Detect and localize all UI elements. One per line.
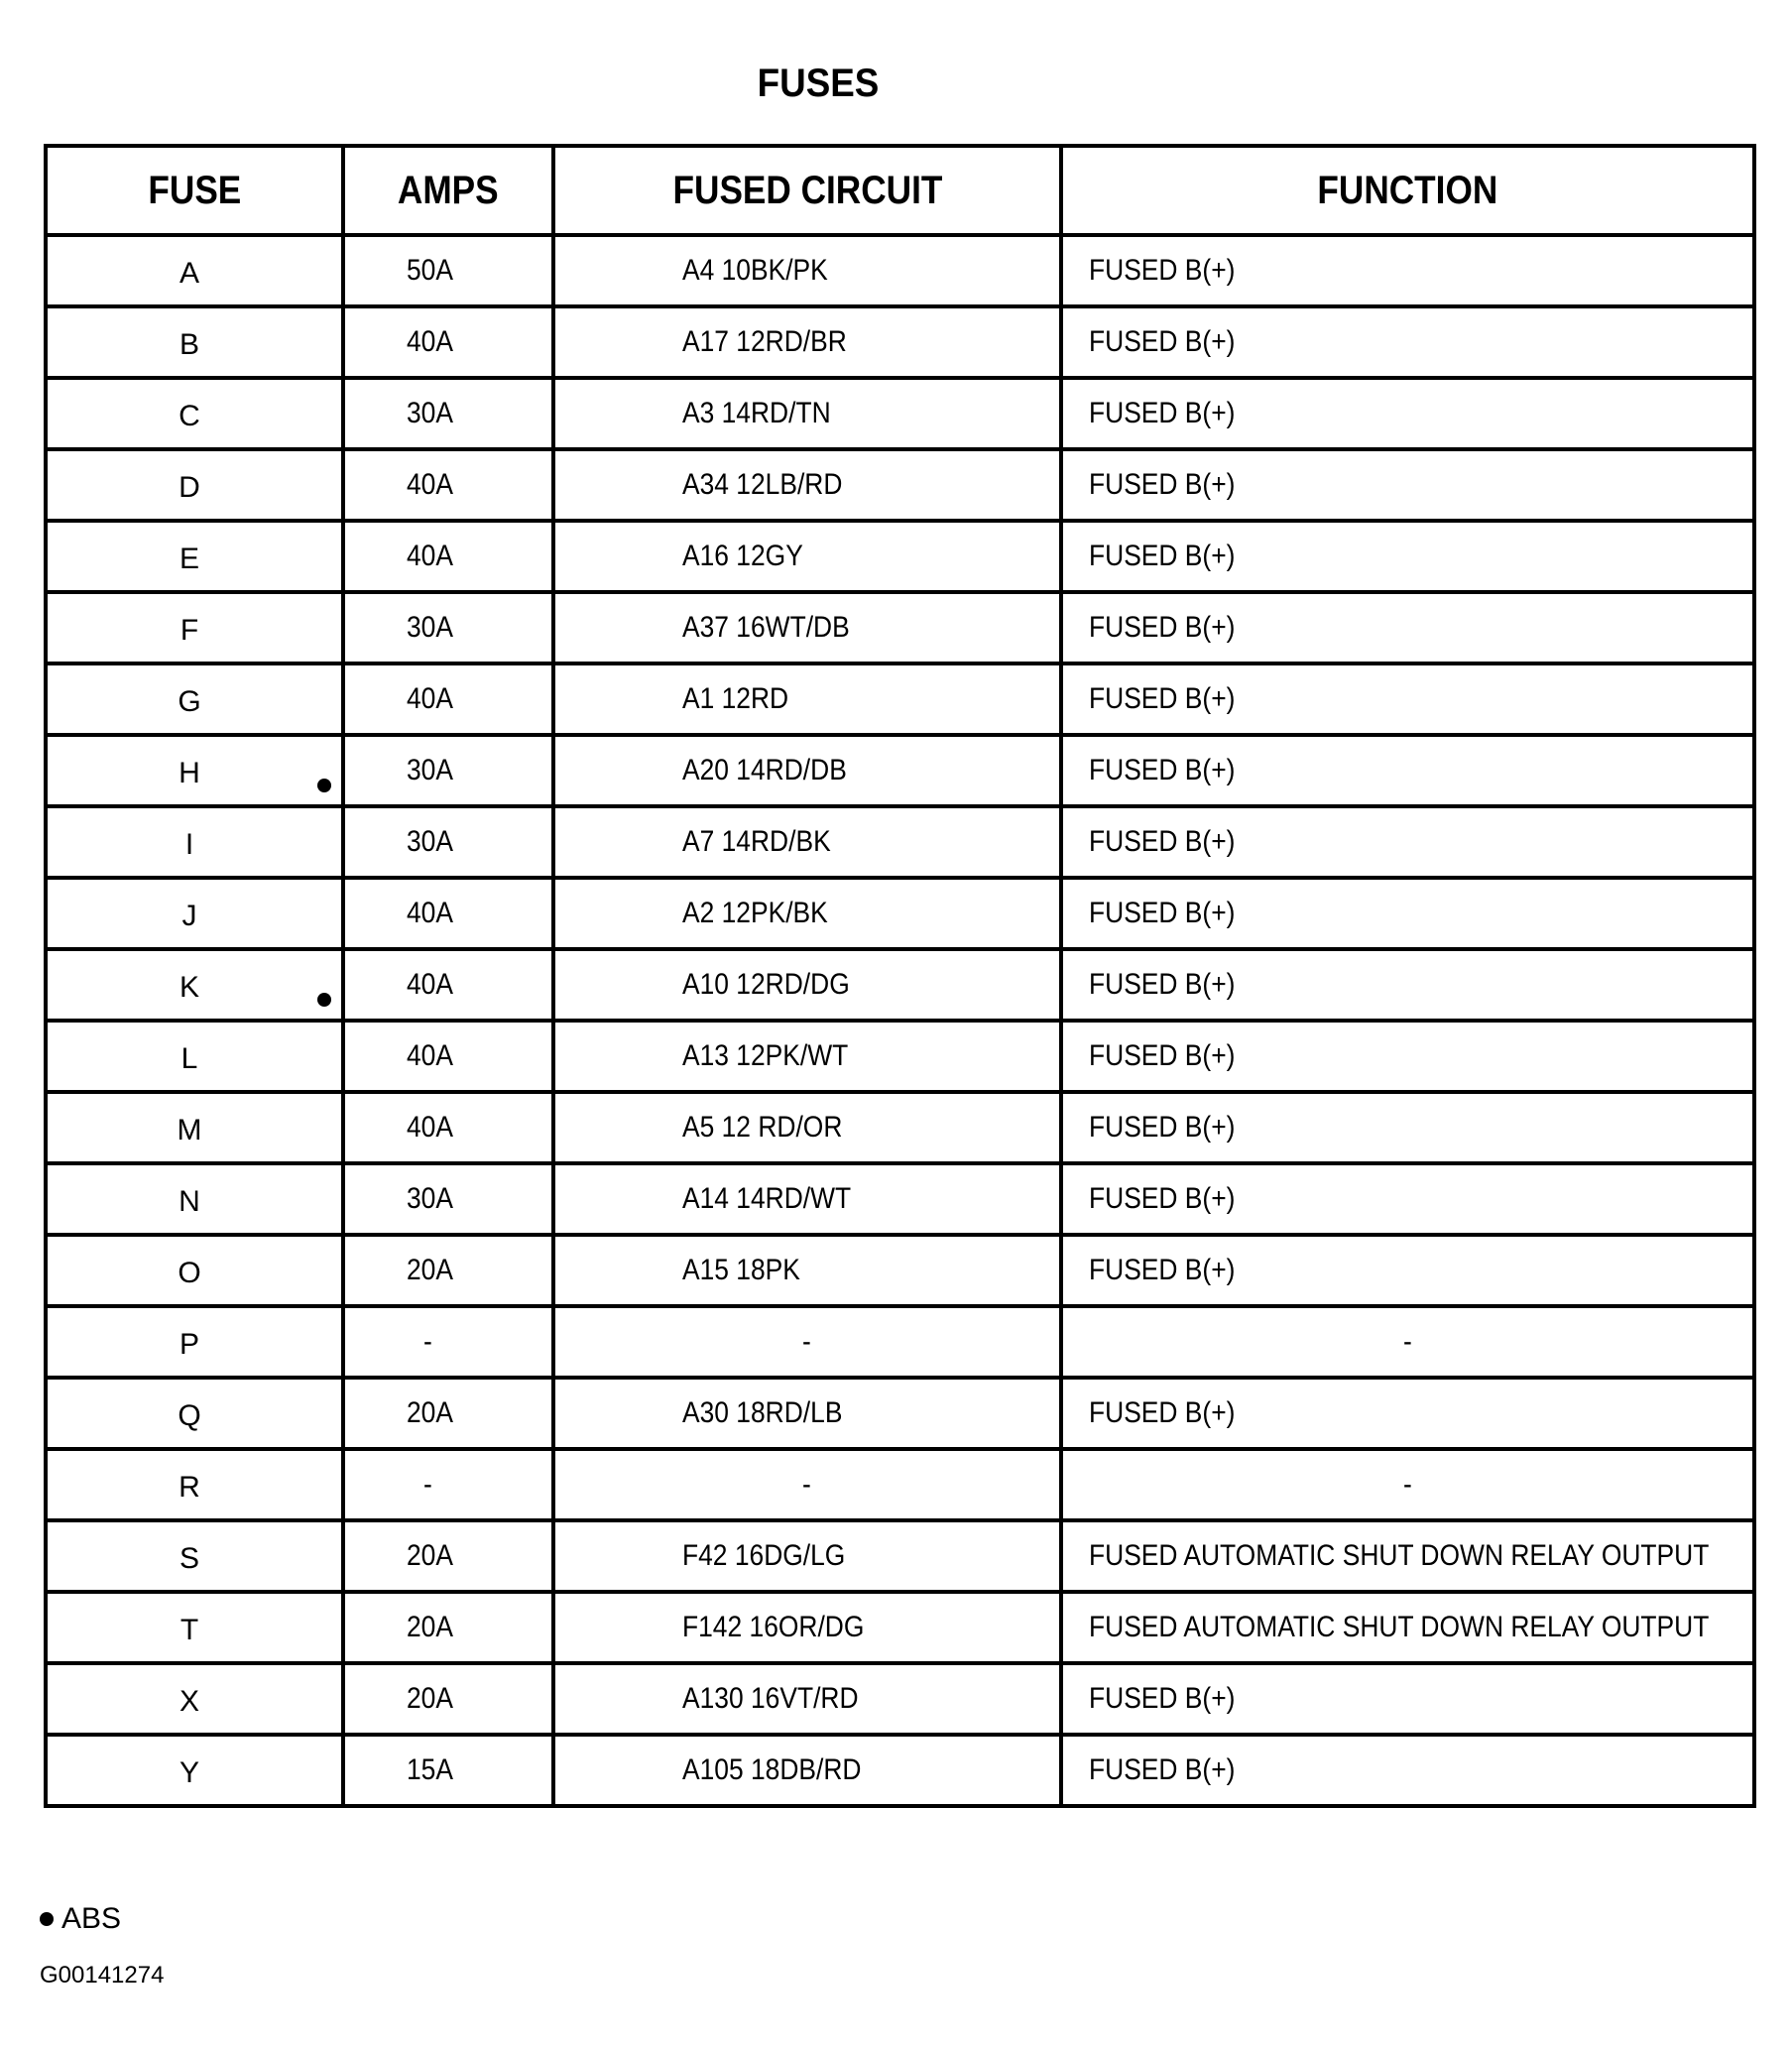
legend-label: ABS — [61, 1902, 122, 1935]
amps-cell-text: 40A — [407, 325, 453, 358]
fuse-cell — [46, 663, 343, 735]
amps-cell — [343, 1735, 553, 1806]
table-row — [46, 1235, 1754, 1306]
table-row — [46, 1378, 1754, 1449]
amps-cell-text: 20A — [407, 1539, 453, 1572]
table-header-row — [46, 146, 1754, 235]
header-amps: AMPS — [343, 146, 553, 235]
fused-circuit-cell-text: A3 14RD/TN — [682, 397, 831, 429]
function-cell — [1061, 1163, 1754, 1235]
fuse-cell — [46, 949, 343, 1021]
fuse-cell — [46, 1449, 343, 1520]
table-row — [46, 1449, 1754, 1520]
amps-cell-text: 20A — [407, 1611, 453, 1643]
amps-cell — [343, 1663, 553, 1735]
fused-circuit-cell-text: A10 12RD/DG — [682, 968, 850, 1001]
table-row — [46, 521, 1754, 592]
fuse-letter: T — [179, 1614, 199, 1646]
amps-cell-text: - — [423, 1325, 432, 1358]
function-cell-text: FUSED B(+) — [1089, 1396, 1236, 1429]
fuse-letter: N — [179, 1185, 200, 1218]
abs-bullet-icon — [317, 993, 331, 1007]
header-fused-circuit: FUSED CIRCUIT — [553, 146, 1061, 235]
fuse-cell — [46, 1092, 343, 1163]
amps-cell — [343, 1021, 553, 1092]
fuse-letter: E — [179, 543, 199, 575]
amps-cell — [343, 878, 553, 949]
table-row — [46, 663, 1754, 735]
function-cell-text: FUSED B(+) — [1089, 1254, 1236, 1286]
fused-circuit-cell-text: A20 14RD/DB — [682, 754, 847, 786]
fused-circuit-cell — [553, 1592, 1061, 1663]
amps-cell — [343, 449, 553, 521]
fused-circuit-cell-text: A15 18PK — [682, 1254, 800, 1286]
amps-cell-text: 30A — [407, 397, 453, 429]
table-row — [46, 306, 1754, 378]
fused-circuit-cell-text: A17 12RD/BR — [682, 325, 847, 358]
function-cell — [1061, 1306, 1754, 1378]
amps-cell — [343, 1306, 553, 1378]
fuse-cell — [46, 1163, 343, 1235]
fused-circuit-cell — [553, 378, 1061, 449]
function-cell — [1061, 1378, 1754, 1449]
amps-cell-text: 15A — [407, 1753, 453, 1786]
abs-bullet-icon — [317, 779, 331, 792]
amps-cell-text: 40A — [407, 968, 453, 1001]
fuse-letter: M — [177, 1114, 202, 1146]
fused-circuit-cell-text: A1 12RD — [682, 682, 789, 715]
function-cell-text: FUSED B(+) — [1089, 1111, 1236, 1144]
function-cell-text: FUSED B(+) — [1089, 897, 1236, 929]
fuse-letter: J — [181, 900, 197, 932]
fuse-letter: C — [179, 400, 200, 432]
table-row — [46, 806, 1754, 878]
fused-circuit-cell-text: F42 16DG/LG — [682, 1539, 846, 1572]
fuse-cell — [46, 378, 343, 449]
amps-cell — [343, 735, 553, 806]
amps-cell — [343, 1378, 553, 1449]
table-row — [46, 449, 1754, 521]
fuse-cell — [46, 735, 343, 806]
function-cell — [1061, 806, 1754, 878]
fuse-cell — [46, 806, 343, 878]
fused-circuit-cell — [553, 592, 1061, 663]
function-cell — [1061, 1235, 1754, 1306]
fuse-table-body — [46, 235, 1754, 1806]
function-cell-text: FUSED B(+) — [1089, 1753, 1236, 1786]
page-title: FUSES — [757, 61, 880, 105]
table-row — [46, 949, 1754, 1021]
amps-cell-text: 40A — [407, 1111, 453, 1144]
amps-cell-text: 40A — [407, 468, 453, 501]
function-cell-text: FUSED B(+) — [1089, 1039, 1236, 1072]
function-cell-text: FUSED B(+) — [1089, 611, 1236, 644]
function-cell-text: FUSED B(+) — [1089, 825, 1236, 858]
fuse-cell — [46, 1378, 343, 1449]
fuse-letter: R — [179, 1471, 200, 1504]
fused-circuit-cell-text: A4 10BK/PK — [682, 254, 828, 287]
function-cell — [1061, 1021, 1754, 1092]
amps-cell — [343, 1449, 553, 1520]
fused-circuit-cell-text: A2 12PK/BK — [682, 897, 828, 929]
fuse-cell — [46, 1306, 343, 1378]
function-cell-text: FUSED B(+) — [1089, 325, 1236, 358]
fuse-cell — [46, 449, 343, 521]
fused-circuit-cell — [553, 1378, 1061, 1449]
header-function: FUNCTION — [1061, 146, 1754, 235]
table-row — [46, 378, 1754, 449]
amps-cell — [343, 1235, 553, 1306]
fused-circuit-cell — [553, 1163, 1061, 1235]
fused-circuit-cell-text: A30 18RD/LB — [682, 1396, 843, 1429]
amps-cell — [343, 521, 553, 592]
function-cell — [1061, 1449, 1754, 1520]
fused-circuit-cell-text: A14 14RD/WT — [682, 1182, 852, 1215]
fuse-cell — [46, 592, 343, 663]
function-cell-text: - — [1402, 1325, 1412, 1358]
fuse-letter: D — [179, 471, 200, 504]
function-cell-text: FUSED B(+) — [1089, 682, 1236, 715]
amps-cell — [343, 235, 553, 306]
fuse-cell — [46, 1592, 343, 1663]
table-row — [46, 1306, 1754, 1378]
fused-circuit-cell — [553, 1735, 1061, 1806]
amps-cell-text: 40A — [407, 540, 453, 572]
fuse-cell — [46, 306, 343, 378]
fused-circuit-cell — [553, 1449, 1061, 1520]
function-cell-text: FUSED B(+) — [1089, 468, 1236, 501]
function-cell-text: FUSED B(+) — [1089, 1682, 1236, 1715]
fuse-letter: A — [179, 257, 199, 290]
fuse-letter: F — [179, 614, 199, 647]
function-cell — [1061, 949, 1754, 1021]
fuse-cell — [46, 1021, 343, 1092]
fuse-letter: B — [179, 328, 199, 361]
fused-circuit-cell — [553, 1306, 1061, 1378]
amps-cell-text: 20A — [407, 1254, 453, 1286]
fused-circuit-cell — [553, 521, 1061, 592]
fuse-letter: I — [184, 828, 194, 861]
amps-cell-text: 20A — [407, 1396, 453, 1429]
fuse-letter: S — [179, 1542, 199, 1575]
amps-cell-text: 40A — [407, 1039, 453, 1072]
fused-circuit-cell-text: A5 12 RD/OR — [682, 1111, 843, 1144]
amps-cell — [343, 1592, 553, 1663]
figure-code: G00141274 — [40, 1962, 165, 1989]
table-row — [46, 1592, 1754, 1663]
amps-cell — [343, 592, 553, 663]
function-cell — [1061, 449, 1754, 521]
function-cell — [1061, 521, 1754, 592]
table-row — [46, 1163, 1754, 1235]
fuse-letter: O — [178, 1257, 201, 1289]
amps-cell-text: 30A — [407, 754, 453, 786]
function-cell — [1061, 378, 1754, 449]
amps-cell-text: 50A — [407, 254, 453, 287]
amps-cell — [343, 378, 553, 449]
function-cell-text: FUSED B(+) — [1089, 968, 1236, 1001]
function-cell-text: FUSED B(+) — [1089, 397, 1236, 429]
table-row — [46, 1735, 1754, 1806]
fused-circuit-cell-text: A130 16VT/RD — [682, 1682, 859, 1715]
amps-cell — [343, 949, 553, 1021]
fuse-cell — [46, 1663, 343, 1735]
function-cell-text: - — [1402, 1468, 1412, 1501]
fused-circuit-cell — [553, 1235, 1061, 1306]
fused-circuit-cell — [553, 1092, 1061, 1163]
fuse-cell — [46, 521, 343, 592]
abs-bullet-icon — [40, 1912, 54, 1926]
fused-circuit-cell-text: - — [802, 1468, 811, 1501]
function-cell — [1061, 735, 1754, 806]
fuse-letter: X — [179, 1685, 199, 1718]
table-row — [46, 735, 1754, 806]
fuse-letter: H — [179, 757, 200, 789]
fused-circuit-cell-text: A105 18DB/RD — [682, 1753, 862, 1786]
fuse-cell — [46, 235, 343, 306]
fuse-letter: P — [179, 1328, 199, 1361]
fuse-letter: Q — [178, 1399, 201, 1432]
fused-circuit-cell-text: F142 16OR/DG — [682, 1611, 865, 1643]
table-row — [46, 592, 1754, 663]
function-cell — [1061, 663, 1754, 735]
amps-cell-text: 20A — [407, 1682, 453, 1715]
table-row — [46, 878, 1754, 949]
fused-circuit-cell — [553, 878, 1061, 949]
fused-circuit-cell-text: A7 14RD/BK — [682, 825, 831, 858]
function-cell — [1061, 306, 1754, 378]
function-cell — [1061, 1592, 1754, 1663]
fused-circuit-cell-text: A13 12PK/WT — [682, 1039, 849, 1072]
fused-circuit-cell-text: A16 12GY — [682, 540, 803, 572]
fuse-letter: G — [178, 685, 201, 718]
fuse-cell — [46, 878, 343, 949]
table-row — [46, 1092, 1754, 1163]
amps-cell-text: 30A — [407, 825, 453, 858]
amps-cell-text: 30A — [407, 1182, 453, 1215]
fused-circuit-cell-text: - — [802, 1325, 811, 1358]
amps-cell — [343, 306, 553, 378]
fuse-cell — [46, 1735, 343, 1806]
fused-circuit-cell — [553, 735, 1061, 806]
function-cell — [1061, 1735, 1754, 1806]
fused-circuit-cell — [553, 1520, 1061, 1592]
fuse-letter: L — [180, 1042, 198, 1075]
fused-circuit-cell — [553, 306, 1061, 378]
fuse-letter: K — [179, 971, 199, 1004]
function-cell-text: FUSED B(+) — [1089, 254, 1236, 287]
function-cell-text: FUSED B(+) — [1089, 540, 1236, 572]
table-row — [46, 1520, 1754, 1592]
function-cell — [1061, 1663, 1754, 1735]
table-row — [46, 235, 1754, 306]
fuse-cell — [46, 1520, 343, 1592]
function-cell — [1061, 235, 1754, 306]
fused-circuit-cell — [553, 1021, 1061, 1092]
fuse-table — [44, 144, 1756, 1808]
fused-circuit-cell — [553, 663, 1061, 735]
amps-cell — [343, 1163, 553, 1235]
function-cell — [1061, 592, 1754, 663]
amps-cell — [343, 1092, 553, 1163]
amps-cell-text: 40A — [407, 897, 453, 929]
fused-circuit-cell — [553, 949, 1061, 1021]
fused-circuit-cell — [553, 806, 1061, 878]
function-cell-text: FUSED AUTOMATIC SHUT DOWN RELAY OUTPUT — [1089, 1539, 1710, 1572]
amps-cell — [343, 663, 553, 735]
function-cell — [1061, 1092, 1754, 1163]
legend — [40, 1902, 121, 1936]
function-cell-text: FUSED AUTOMATIC SHUT DOWN RELAY OUTPUT — [1089, 1611, 1710, 1643]
amps-cell-text: - — [423, 1468, 432, 1501]
amps-cell — [343, 806, 553, 878]
fused-circuit-cell-text: A37 16WT/DB — [682, 611, 850, 644]
header-fuse: FUSE — [46, 146, 343, 235]
fuse-letter: Y — [179, 1756, 199, 1789]
function-cell-text: FUSED B(+) — [1089, 1182, 1236, 1215]
fused-circuit-cell-text: A34 12LB/RD — [682, 468, 843, 501]
fuse-cell — [46, 1235, 343, 1306]
function-cell-text: FUSED B(+) — [1089, 754, 1236, 786]
table-row — [46, 1021, 1754, 1092]
fused-circuit-cell — [553, 235, 1061, 306]
amps-cell-text: 40A — [407, 682, 453, 715]
function-cell — [1061, 878, 1754, 949]
function-cell — [1061, 1520, 1754, 1592]
fused-circuit-cell — [553, 449, 1061, 521]
amps-cell-text: 30A — [407, 611, 453, 644]
fused-circuit-cell — [553, 1663, 1061, 1735]
amps-cell — [343, 1520, 553, 1592]
table-row — [46, 1663, 1754, 1735]
